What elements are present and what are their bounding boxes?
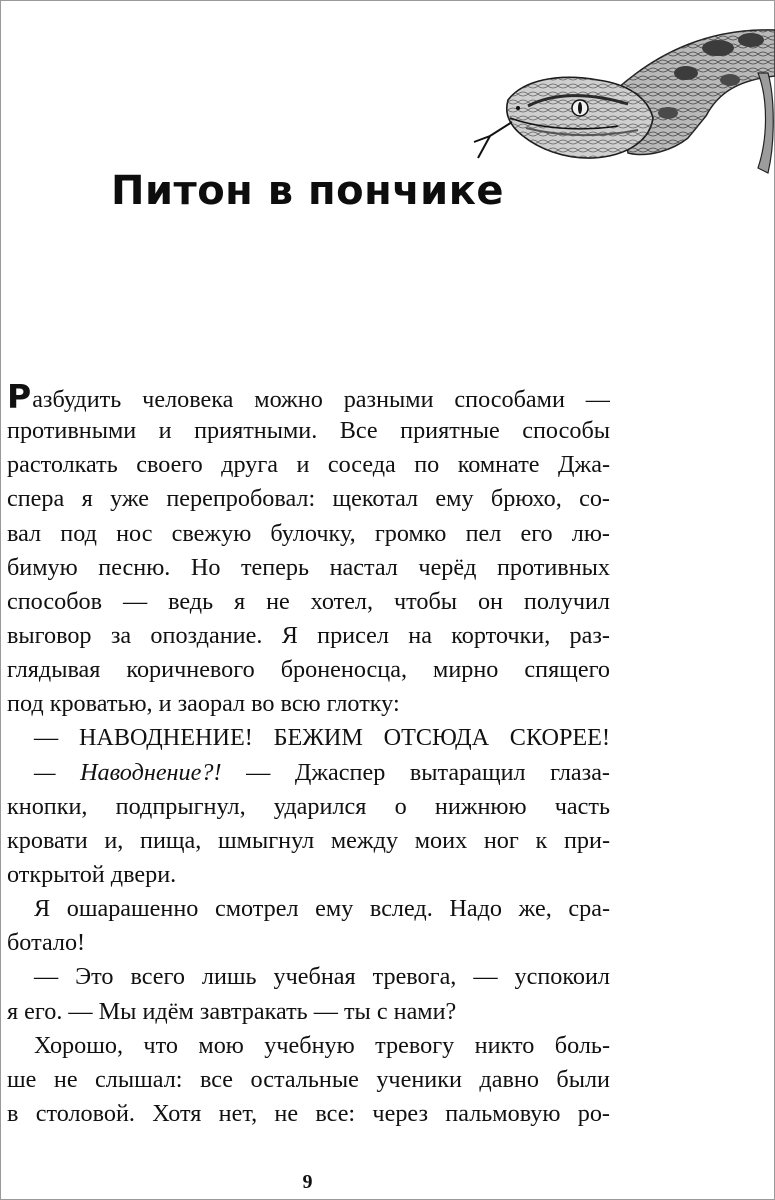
text-line: Разбудить человека можно разными способами — [7,380,610,414]
italic-exclamation: — Наводнение?! [34,758,222,786]
text-line: противными и приятными. Все приятные способы [7,417,610,445]
text-line: открытой двери. [7,860,177,888]
text-line: способов — ведь я не хотел, чтобы он получил [7,587,610,615]
text-line: Я ошарашенно смотрел ему вслед. Надо же, сра- [34,895,610,923]
text-line: растолкать своего друга и соседа по комнате Джа- [7,451,610,479]
text-line: спера я уже перепробовал: щекотал ему брюхо, со- [7,485,610,513]
drop-cap: Р [7,380,32,415]
text-line: ботало! [7,929,86,957]
page-number: 9 [302,1171,313,1193]
text-line: бимую песню. Но теперь настал черёд противных [7,553,610,581]
text-line: вал под нос свежую булочку, громко пел его лю- [7,519,610,547]
text-line: ше не слышал: все остальные ученики давно были [7,1065,610,1093]
chapter-body [7,380,610,1131]
text-line: — Наводнение?! — Джаспер вытаращил глаза- [34,758,610,786]
text-line: глядывая коричневого броненосца, мирно спящего [7,656,610,684]
text-line: я его. — Мы идём завтракать — ты с нами? [7,997,457,1025]
text-line: кровати и, пища, шмыгнул между моих ног к при- [7,826,610,854]
text-line: под кроватью, и заорал во всю глотку: [7,690,400,718]
text-line: — Это всего лишь учебная тревога, — успокоил [34,963,610,991]
text-line: кнопки, подпрыгнул, ударился о нижнюю часть [7,792,610,820]
snake-illustration-icon [468,18,775,178]
text-line: в столовой. Хотя нет, не все: через пальмовую ро- [7,1099,610,1127]
text-line: выговор за опоздание. Я присел на корточки, раз- [7,621,610,649]
text-line: Хорошо, что мою учебную тревогу никто боль- [34,1031,610,1059]
text-line: — НАВОДНЕНИЕ! БЕЖИМ ОТСЮДА СКОРЕЕ! [34,724,610,752]
chapter-title: Питон в пончике [111,168,504,214]
